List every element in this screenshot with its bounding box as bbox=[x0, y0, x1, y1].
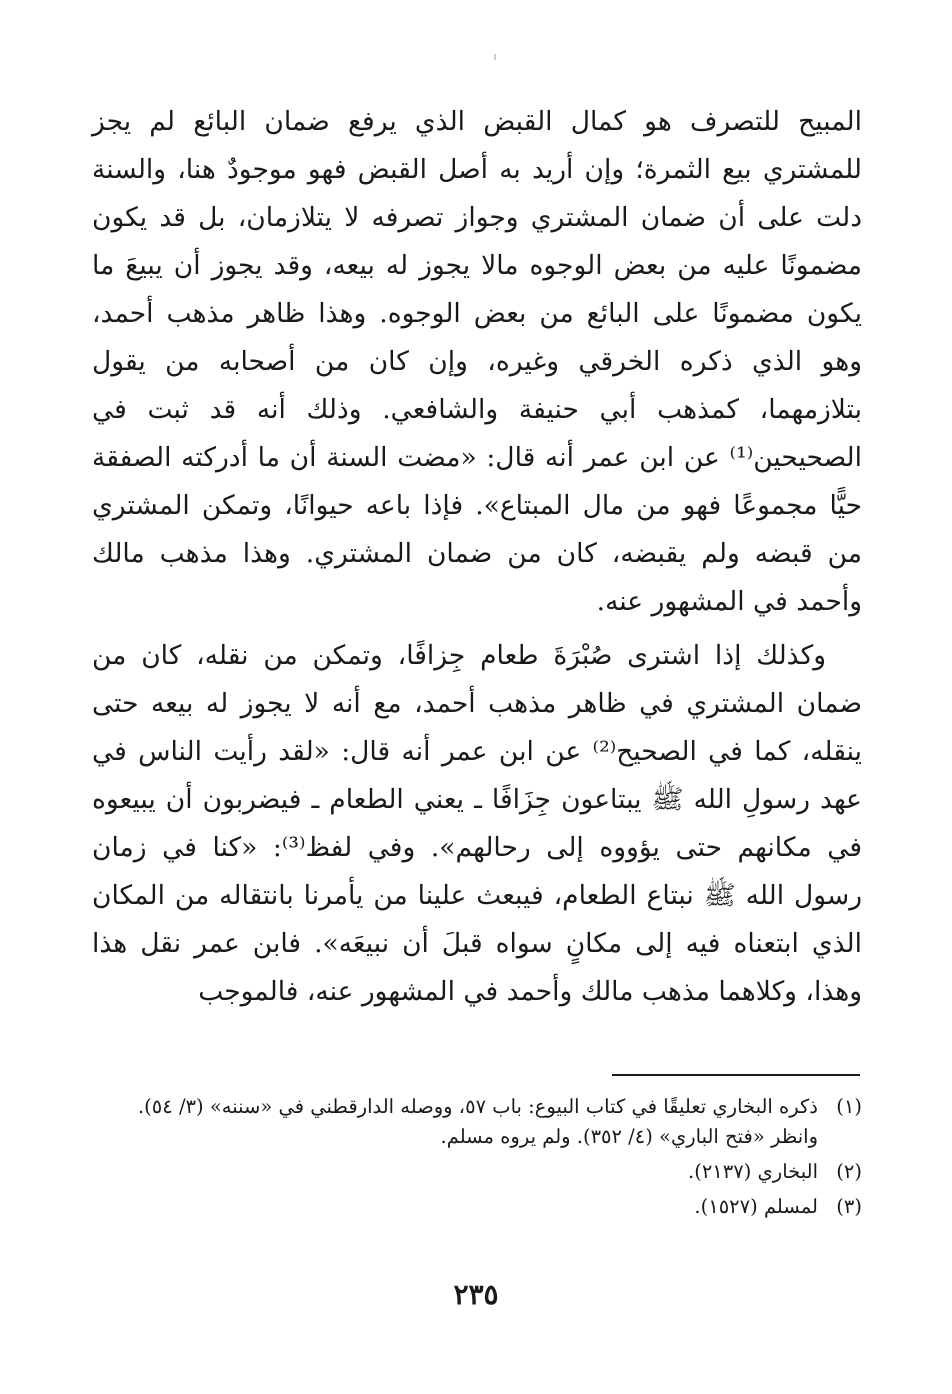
main-text bbox=[92, 98, 862, 1016]
scan-speck bbox=[494, 54, 496, 60]
footnote-text: لمسلم (١٥٢٧). bbox=[694, 1195, 818, 1218]
footnote-text: ذكره البخاري تعليقًا في كتاب البيوع: باب ٥٧، ووصله الدارقطني في «سننه» (٣/ ٥٤). وانظر «فتح الباري» (٤/ ٣٥٢). ولم يروه مسلم. bbox=[137, 1095, 818, 1148]
footnote-number: (٢) bbox=[836, 1160, 862, 1183]
footnote-number: (١) bbox=[836, 1095, 862, 1118]
footnote-3 bbox=[92, 1192, 862, 1222]
footnotes bbox=[92, 1092, 862, 1227]
footnote-separator bbox=[612, 1074, 860, 1076]
footnote-2 bbox=[92, 1157, 862, 1187]
footnote-text: البخاري (٢١٣٧). bbox=[688, 1160, 818, 1183]
page-number: ٢٣٥ bbox=[453, 1278, 499, 1311]
paragraph-1: المبيح للتصرف هو كمال القبض الذي يرفع ضمان البائع لم يجز للمشتري بيع الثمرة؛ وإن أريد به أصل القبض فهو موجودٌ هنا، والسنة دلت على أن ضمان المشتري وجواز تصرفه لا يتلازمان، بل قد يكون مضمونًا عليه من بعض الوجوه مالا يجوز له بيعه، وقد يجوز أن يبيعَ ما يكون مضمونًا على البائع من بعض الوجوه. وهذا ظاهر مذهب أحمد، وهو الذي ذكره الخرقي وغيره، وإن كان من أصحابه من يقول بتلازمهما، كمذهب أبي حنيفة والشافعي. وذلك أنه قد ثبت في الصحيحين⁽¹⁾ عن ابن عمر أنه قال: «مضت السنة أن ما أدركته الصفقة حيًّا مجموعًا فهو من مال المبتاع». فإذا باعه حيوانًا، وتمكن المشتري من قبضه ولم يقبضه، كان من ضمان المشتري. وهذا مذهب مالك وأحمد في المشهور عنه. bbox=[92, 106, 862, 617]
footnote-number: (٣) bbox=[836, 1195, 862, 1218]
footnote-1 bbox=[92, 1092, 862, 1152]
paragraph-2: وكذلك إذا اشترى صُبْرَةَ طعام جِزافًا، وتمكن من نقله، كان من ضمان المشتري في ظاهر مذهب أحمد، مع أنه لا يجوز له بيعه حتى ينقله، كما في الصحيح⁽²⁾ عن ابن عمر أنه قال: «لقد رأيت الناس في عهد رسولِ الله ﷺ يبتاعون جِزَافًا ـ يعني الطعام ـ فيضربون أن يبيعوه في مكانهم حتى يؤووه إلى رحالهم». وفي لفظ⁽³⁾: «كنا في زمان رسول الله ﷺ نبتاع الطعام، فيبعث علينا من يأمرنا بانتقاله من المكان الذي ابتعناه فيه إلى مكانٍ سواه قبلَ أن نبيعَه». فابن عمر نقل هذا وهذا، وكلاهما مذهب مالك وأحمد في المشهور عنه، فالموجب bbox=[92, 640, 862, 1007]
